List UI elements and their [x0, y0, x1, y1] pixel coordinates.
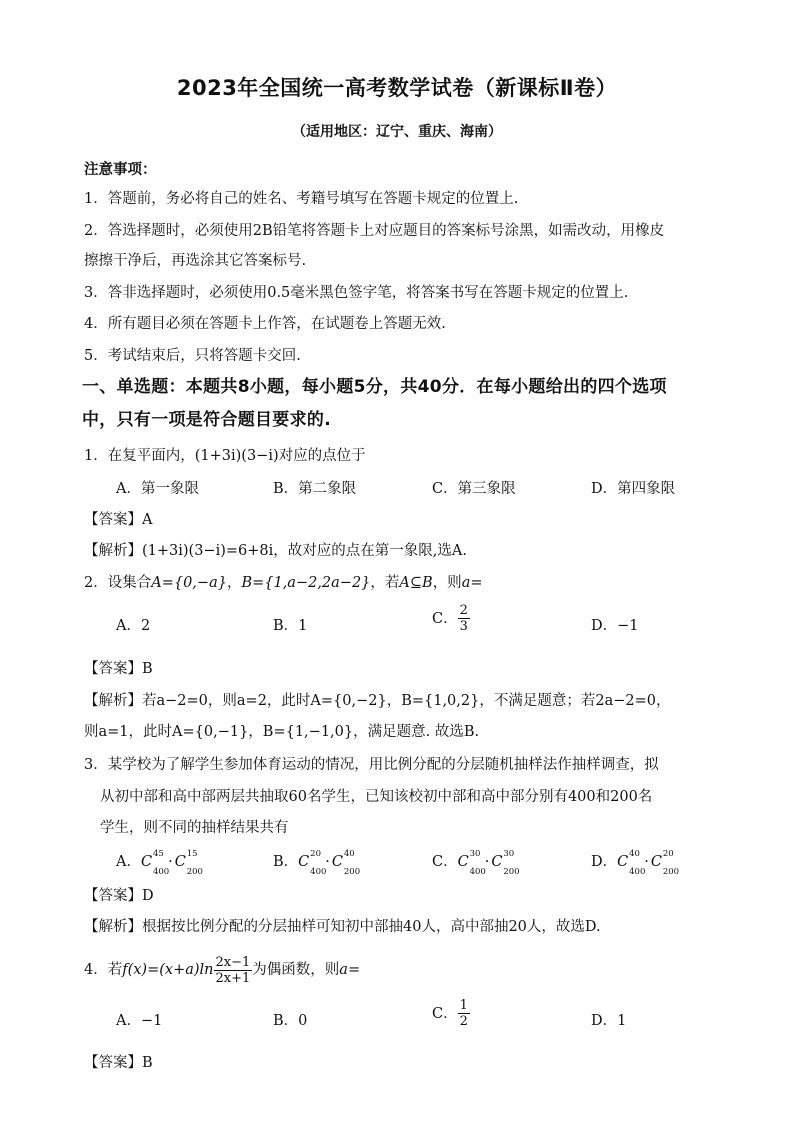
- combination-bottom: 200: [186, 867, 203, 877]
- option-label: D．: [591, 854, 618, 870]
- q1-option-c: C．第三象限: [432, 481, 516, 497]
- notes-heading: 注意事项：: [84, 162, 157, 178]
- question-3-line3: 学生，则不同的抽样结果共有: [100, 820, 289, 836]
- q1-option-a: A．第一象限: [116, 481, 199, 497]
- question-number: 4．: [84, 962, 108, 978]
- combination-top: 45: [152, 849, 164, 859]
- combination-term: C 20 400: [298, 852, 309, 872]
- question-text: ，若: [370, 575, 400, 591]
- combination-top: 40: [343, 849, 355, 859]
- q2-answer: 【答案】B: [84, 661, 153, 677]
- combination-top: 20: [310, 849, 321, 859]
- q3-answer: 【答案】D: [84, 888, 154, 904]
- math-expression: a=: [339, 962, 361, 978]
- fraction-numerator: 2: [459, 603, 468, 618]
- combination-bottom: 200: [662, 867, 680, 877]
- question-2: 2．设集合A={0,−a}，B={1,a−2,2a−2}，若A⊆B，则a=: [84, 575, 483, 591]
- question-text: 在复平面内，: [107, 448, 195, 464]
- q3-option-c: C．C 30 400 · C 30 200: [432, 852, 518, 872]
- q4-option-b: B．0: [273, 1013, 308, 1029]
- combination-term: C 45 400: [141, 852, 152, 872]
- combination-top: 30: [469, 849, 481, 859]
- question-text: 若: [107, 962, 123, 978]
- combination-bottom: 200: [503, 867, 520, 877]
- combination-bottom: 200: [343, 867, 361, 877]
- q2-option-d: D．−1: [591, 618, 639, 634]
- q3-option-b: B．C 20 400 · C 40 200: [273, 852, 359, 872]
- note-item-2-cont: 擦擦干净后，再选涂其它答案标号.: [84, 253, 307, 269]
- q2-analysis-line2: 则a=1，此时A={0,−1}，B={1,−1,0}，满足题意. 故选B.: [84, 724, 480, 740]
- note-item-4: 4．所有题目必须在答题卡上作答，在试题卷上答题无效.: [84, 316, 446, 332]
- math-expression: a=: [461, 575, 483, 591]
- fraction: [458, 604, 470, 633]
- math-subset: A⊆B: [399, 575, 433, 591]
- combination-bottom: 400: [310, 867, 327, 877]
- section-heading-line2: 中，只有一项是符合题目要求的.: [82, 410, 331, 430]
- math-set-b: B={1,a−2,2a−2}: [241, 575, 371, 591]
- page-title: 2023年全国统一高考数学试卷（新课标Ⅱ卷）: [176, 76, 618, 100]
- note-item-1: 1．答题前，务必将自己的姓名、考籍号填写在答题卡规定的位置上.: [84, 191, 519, 207]
- question-4: [84, 948, 360, 992]
- analysis-label: 【解析】: [84, 693, 142, 709]
- option-label: C．: [432, 1005, 458, 1022]
- combination-term: C 15 200: [175, 852, 186, 872]
- analysis-text: ，故对应的点在第一象限,选A.: [273, 543, 467, 559]
- q3-analysis: 【解析】根据按比例分配的分层抽样可知初中部抽40人，高中部抽20人，故选D.: [84, 919, 601, 935]
- analysis-label: 【解析】: [84, 543, 142, 559]
- combination-term: C 20 200: [651, 852, 662, 872]
- page-subtitle: （适用地区：辽宁、重庆、海南）: [292, 124, 502, 140]
- q3-option-a: A．C 45 400 · C 15 200: [116, 852, 202, 872]
- note-item-2: 2．答选择题时，必须使用2B铅笔将答题卡上对应题目的答案标号涂黑，如需改动，用橡皮: [84, 223, 665, 239]
- q2-analysis-line1: [84, 691, 670, 711]
- combination-term: C 30 200: [491, 852, 502, 872]
- combination-top: 30: [503, 849, 515, 859]
- note-item-3: 3．答非选择题时，必须使用0.5毫米黑色签字笔，将答案书写在答题卡规定的位置上.: [84, 285, 629, 301]
- combination-term: C 40 400: [617, 852, 628, 872]
- math-expression: f(x)=(x+a)ln: [122, 962, 214, 978]
- math-expression: (1+3i)(3−i)=6+8i: [142, 543, 274, 559]
- fraction: [458, 999, 470, 1028]
- combination-bottom: 400: [152, 867, 170, 877]
- combination-bottom: 400: [469, 867, 486, 877]
- q1-option-b: B．第二象限: [273, 481, 357, 497]
- fraction-denominator: 2x+1: [215, 970, 251, 986]
- question-text: 对应的点位于: [278, 448, 366, 464]
- math-set-a: A={0,−a}: [151, 575, 227, 591]
- q2-option-a: A．2: [116, 618, 151, 634]
- combination-top: 20: [662, 849, 674, 859]
- q3-option-d: D．C 40 400 · C 20 200: [591, 852, 678, 872]
- option-label: B．: [273, 854, 299, 870]
- q4-option-d: D．1: [591, 1013, 627, 1029]
- fraction-denominator: 3: [459, 619, 468, 634]
- analysis-text: 若a−2=0，则a=2，此时A={0,−2}，B={1,0,2}，不满足题意；若2a−2=0，: [142, 693, 671, 709]
- q1-analysis: [84, 541, 467, 561]
- question-number: 1．: [84, 448, 108, 464]
- question-1: [84, 446, 366, 466]
- combination-top: 40: [629, 849, 640, 859]
- q4-option-c: [432, 999, 470, 1028]
- question-text: 为偶函数，则: [252, 962, 340, 978]
- fraction-numerator: 2x−1: [215, 954, 251, 970]
- q4-option-a: A．−1: [116, 1013, 163, 1029]
- q1-option-d: D．第四象限: [591, 481, 676, 497]
- note-item-5: 5．考试结束后，只将答题卡交回.: [84, 348, 301, 364]
- option-label: A．: [116, 854, 141, 870]
- question-text: ，则: [432, 575, 462, 591]
- question-text: 设集合: [107, 575, 152, 591]
- question-3-line2: 从初中部和高中部两层共抽取60名学生，已知该校初中部和高中部分别有400和200名: [100, 789, 653, 805]
- combination-term: C 30 400: [458, 852, 469, 872]
- option-label: C．: [432, 854, 458, 870]
- combination-top: 15: [186, 849, 198, 859]
- q2-option-b: B．1: [273, 618, 308, 634]
- question-3-line1: 3．某学校为了解学生参加体育运动的情况，用比例分配的分层随机抽样法作抽样调查，拟: [84, 757, 659, 773]
- section-heading-line1: 一、单选题：本题共8小题，每小题5分，共40分．在每小题给出的四个选项: [82, 377, 667, 397]
- combination-term: C 40 200: [332, 852, 343, 872]
- q1-answer: 【答案】A: [84, 512, 153, 528]
- option-label: C．: [432, 610, 458, 627]
- question-number: 2．: [84, 575, 108, 591]
- q4-answer: 【答案】B: [84, 1055, 153, 1071]
- combination-bottom: 400: [629, 867, 646, 877]
- q2-option-c: [432, 604, 470, 633]
- fraction-denominator: 2: [459, 1014, 468, 1029]
- math-expression: (1+3i)(3−i): [194, 448, 279, 464]
- fraction-numerator: 1: [459, 998, 468, 1013]
- fraction: [214, 956, 253, 985]
